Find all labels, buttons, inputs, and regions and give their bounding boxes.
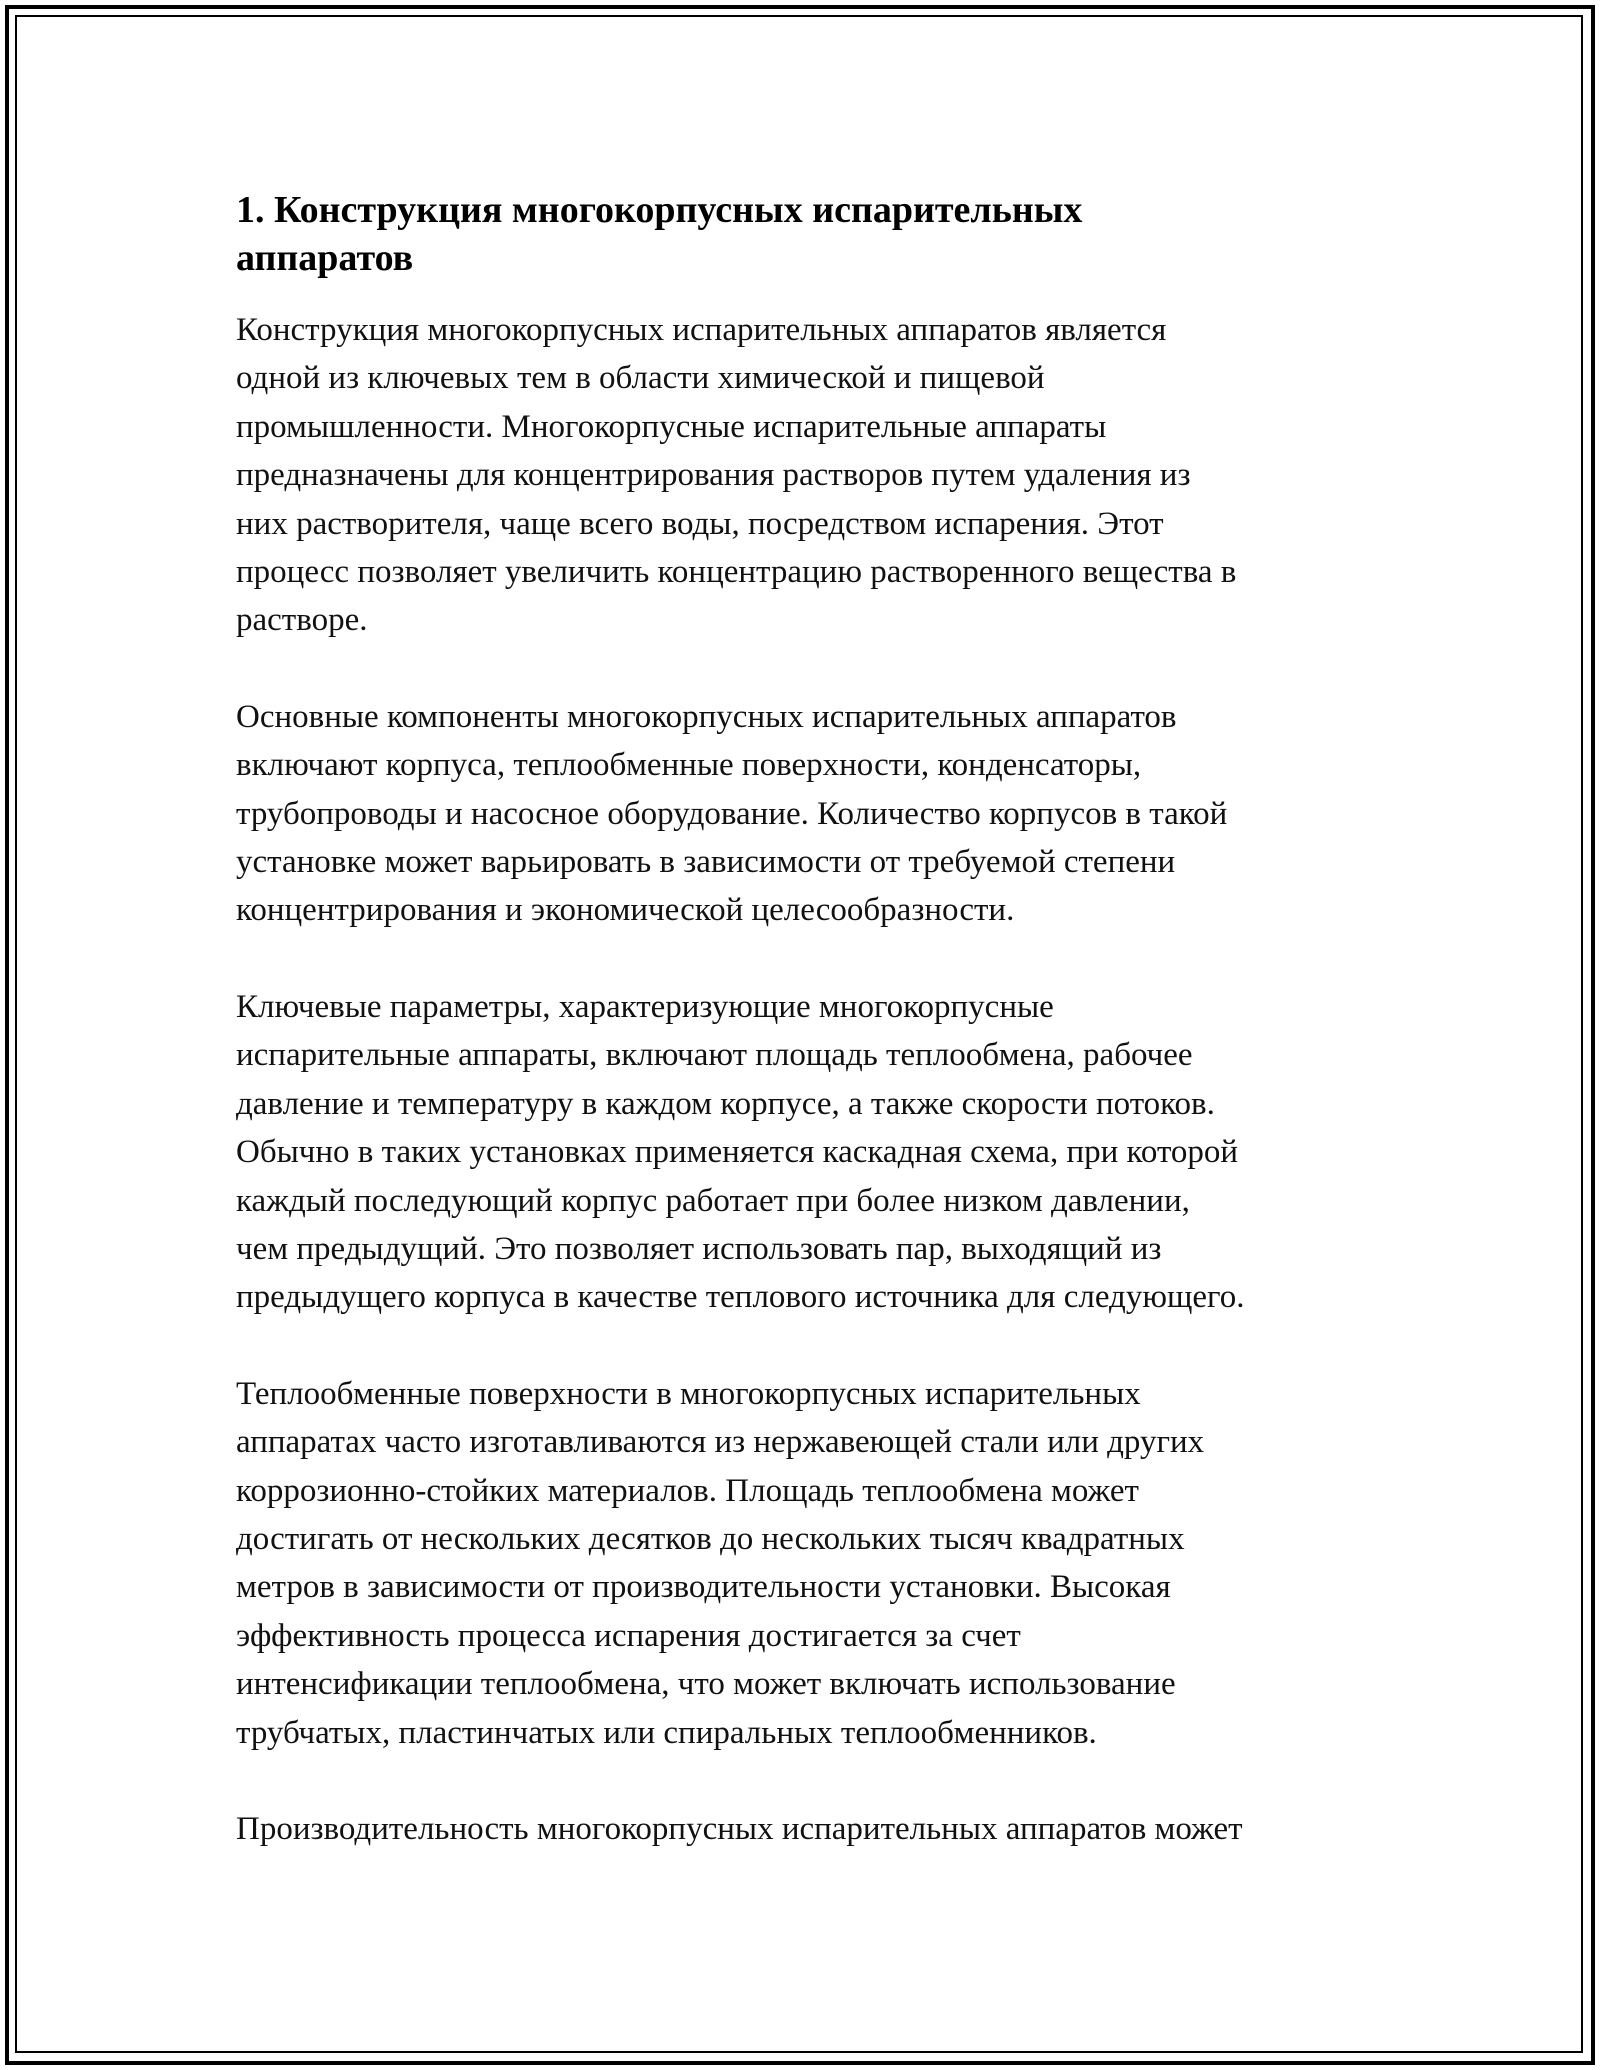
- paragraph-2: Основные компоненты многокорпусных испарительных аппаратов включают корпуса, теплообменные поверхности, конденсаторы, трубопроводы и насосное оборудование. Количество корпусов в такой установке может варьировать в зависимости от требуемой степени концентрирования и экономической целесообразности.: [236, 698, 1228, 929]
- document-body: [236, 186, 1376, 1901]
- paragraph-4: Теплообменные поверхности в многокорпусных испарительных аппаратах часто изготавливаются из нержавеющей стали или других коррозионно-стойких материалов. Площадь теплообмена может достигать от нескольких десятков до нескольких тысяч квадратных метров в зависимости от производительности установки. Высокая эффективность процесса испарения достигается за счет интенсификации теплообмена, что может включать использование трубчатых, пластинчатых или спиральных теплообменников.: [236, 1375, 1205, 1751]
- paragraph-5: Производительность многокорпусных испарительных аппаратов может: [236, 1810, 1243, 1847]
- section-heading: 1. Конструкция многокорпусных испарительных аппаратов: [236, 189, 1083, 279]
- paragraph-3: Ключевые параметры, характеризующие многокорпусные испарительные аппараты, включают площадь теплообмена, рабочее давление и температуру в каждом корпусе, а также скорости потоков. Обычно в таких установках применяется каскадная схема, при которой каждый последующий корпус работает при более низком давлении, чем предыдущий. Это позволяет использовать пар, выходящий из предыдущего корпуса в качестве теплового источника для следующего.: [236, 988, 1245, 1316]
- paragraph-1: Конструкция многокорпусных испарительных аппаратов является одной из ключевых тем в области химической и пищевой промышленности. Многокорпусные испарительные аппараты предназначены для концентрирования растворов путем удаления из них растворителя, чаще всего воды, посредством испарения. Этот процесс позволяет увеличить концентрацию растворенного вещества в растворе.: [236, 312, 1237, 639]
